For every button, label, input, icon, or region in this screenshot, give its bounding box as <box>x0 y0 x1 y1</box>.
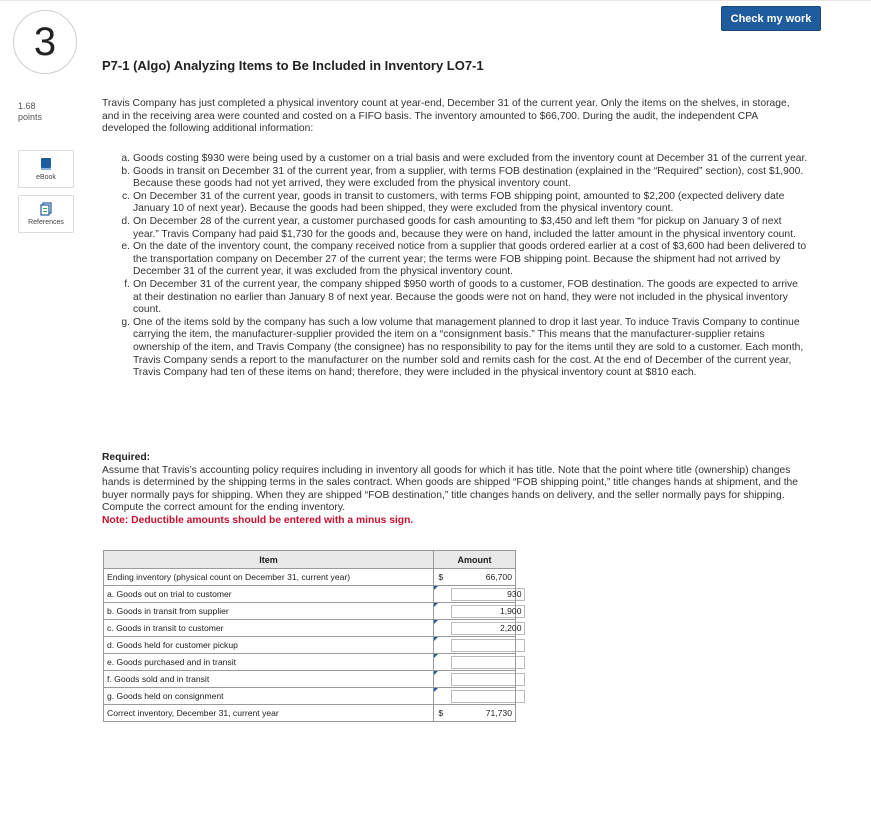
column-header-amount: Amount <box>434 551 516 569</box>
item-letter: c. <box>121 190 130 202</box>
list-item <box>118 191 808 216</box>
list-item <box>118 153 808 166</box>
problem-intro: Travis Company has just completed a physical inventory count at year-end, December 31 of the current year. Only the items on the shelves, in storage, and in the receiving area were counted and costed on a FIFO basis. The inventory amounted to $66,700. During the audit, the independent CPA developed the following additional information: <box>102 98 790 135</box>
table-row <box>104 603 516 620</box>
item-letter: e. <box>121 241 130 253</box>
table-row <box>104 569 516 586</box>
item-letter: f. <box>124 278 130 290</box>
ebook-button[interactable] <box>18 150 74 188</box>
check-my-work-button[interactable]: Check my work <box>721 6 821 31</box>
input-marker <box>434 654 438 658</box>
amount-input-g[interactable] <box>451 690 525 703</box>
list-item <box>118 216 808 241</box>
amount-input-f[interactable] <box>451 673 525 686</box>
question-number: 3 <box>33 19 57 64</box>
row-amount: 66,700 <box>448 569 516 586</box>
references-icon <box>39 202 53 216</box>
item-letter: d. <box>121 215 130 227</box>
additional-info-list <box>118 153 808 380</box>
required-note: Note: Deductible amounts should be entered with a minus sign. <box>102 514 414 526</box>
item-letter: b. <box>121 165 130 177</box>
input-marker <box>434 671 438 675</box>
top-divider <box>0 0 871 1</box>
table-row <box>104 654 516 671</box>
total-amount: 71,730 <box>448 705 516 722</box>
required-text: Assume that Travis’s accounting policy requires including in inventory all goods for which it has title. Note that the point where title (ownership) changes hands is determined by the shipping terms in the sales contract. When goods are shipped “FOB shipping point,” title changes hands at shipment, and the buyer normally pays for shipping. When they are shipped “FOB destination,” title changes hands on delivery, and the seller normally pays for shipping. Compute the correct amount for the ending inventory. <box>102 464 799 514</box>
table-row <box>104 705 516 722</box>
required-section <box>102 452 802 528</box>
table-row <box>104 637 516 654</box>
column-header-item: Item <box>104 551 434 569</box>
amount-input-e[interactable] <box>451 656 525 669</box>
input-marker <box>434 620 438 624</box>
item-text: Goods in transit on December 31 of the current year, from a supplier, with terms FOB destination (explained in the “Required” section), cost $1,900. Because these goods had not yet arrived, they were excluded from the physical inventory count. <box>133 165 804 190</box>
required-heading: Required: <box>102 452 151 463</box>
row-label: c. Goods in transit to customer <box>104 620 434 637</box>
list-item <box>118 166 808 191</box>
row-label: Correct inventory, December 31, current year <box>104 705 434 722</box>
item-letter: a. <box>121 153 130 164</box>
dollar-cell <box>434 586 448 603</box>
row-label: b. Goods in transit from supplier <box>104 603 434 620</box>
table-row <box>104 688 516 705</box>
list-item <box>118 241 808 279</box>
row-label: f. Goods sold and in transit <box>104 671 434 688</box>
dollar-cell <box>434 637 448 654</box>
row-label: e. Goods purchased and in transit <box>104 654 434 671</box>
points-value: 1.68 <box>18 101 36 111</box>
dollar-cell <box>434 688 448 705</box>
table-row <box>104 620 516 637</box>
amount-input-b[interactable] <box>451 605 525 618</box>
amount-input-d[interactable] <box>451 639 525 652</box>
points-label: points <box>18 112 43 122</box>
amount-input-c[interactable] <box>451 622 525 635</box>
item-letter: g. <box>121 316 130 328</box>
points-info <box>18 101 42 123</box>
list-item <box>118 317 808 380</box>
item-text: On December 28 of the current year, a customer purchased goods for cash amounting to $3,450 and left them “for pickup on January 3 of next year.” Travis Company had paid $1,730 for the goods and, because they were on hand, included the latter amount in the physical inventory count. <box>133 215 796 240</box>
dollar-cell <box>434 620 448 637</box>
references-label: References <box>28 219 64 226</box>
item-text: Goods costing $930 were being used by a customer on a trial basis and were excluded from the inventory count at December 31 of the current year. <box>133 153 808 164</box>
item-text: On December 31 of the current year, goods in transit to customers, with terms FOB shipping point, amounted to $2,200 (expected delivery date January 10 of next year). Because the goods had been shipped, they were excluded from the physical inventory count. <box>133 190 785 215</box>
amount-input-a[interactable] <box>451 588 525 601</box>
input-marker <box>434 603 438 607</box>
inventory-table <box>103 550 516 722</box>
dollar-cell <box>434 671 448 688</box>
input-marker <box>434 637 438 641</box>
item-text: One of the items sold by the company has such a low volume that management planned to drop it last year. To induce Travis Company to continue carrying the item, the manufacturer-supplier provided the item on a “consignment basis.” This means that the manufacturer-supplier retains ownership of the item, and Travis Company (the consignee) has no responsibility to pay for the items until they are sold to a customer. Each month, Travis Company sends a report to the manufacturer on the number sold and remits cash for the cost. At the end of December of the current year, Travis Company had ten of these items on hand; therefore, they were included in the physical inventory count at $810 each. <box>133 316 804 379</box>
references-button[interactable] <box>18 195 74 233</box>
row-label: d. Goods held for customer pickup <box>104 637 434 654</box>
item-text: On the date of the inventory count, the company received notice from a supplier that goods ordered earlier at a cost of $3,600 had been delivered to the transportation company on December 27 of the current year; the terms were FOB shipping point. Because the shipment had not arrived by December 31 of the current year, it was excluded from the physical inventory count. <box>133 241 807 278</box>
dollar-sign: $ <box>434 569 448 586</box>
ebook-label: eBook <box>36 174 56 181</box>
book-icon <box>39 157 53 171</box>
dollar-sign: $ <box>434 705 448 722</box>
row-label: a. Goods out on trial to customer <box>104 586 434 603</box>
item-text: On December 31 of the current year, the company shipped $950 worth of goods to a customer, FOB destination. The goods are expected to arrive at their destination no earlier than January 8 of next year. Because the goods were not on hand, they were not included in the physical inventory count. <box>133 278 798 316</box>
input-marker <box>434 586 438 590</box>
dollar-cell <box>434 603 448 620</box>
page-title: P7-1 (Algo) Analyzing Items to Be Included in Inventory LO7-1 <box>102 58 484 73</box>
row-label: g. Goods held on consignment <box>104 688 434 705</box>
row-label: Ending inventory (physical count on December 31, current year) <box>104 569 434 586</box>
question-number-badge <box>13 10 77 74</box>
table-row <box>104 586 516 603</box>
list-item <box>118 279 808 317</box>
input-marker <box>434 688 438 692</box>
dollar-cell <box>434 654 448 671</box>
table-row <box>104 671 516 688</box>
